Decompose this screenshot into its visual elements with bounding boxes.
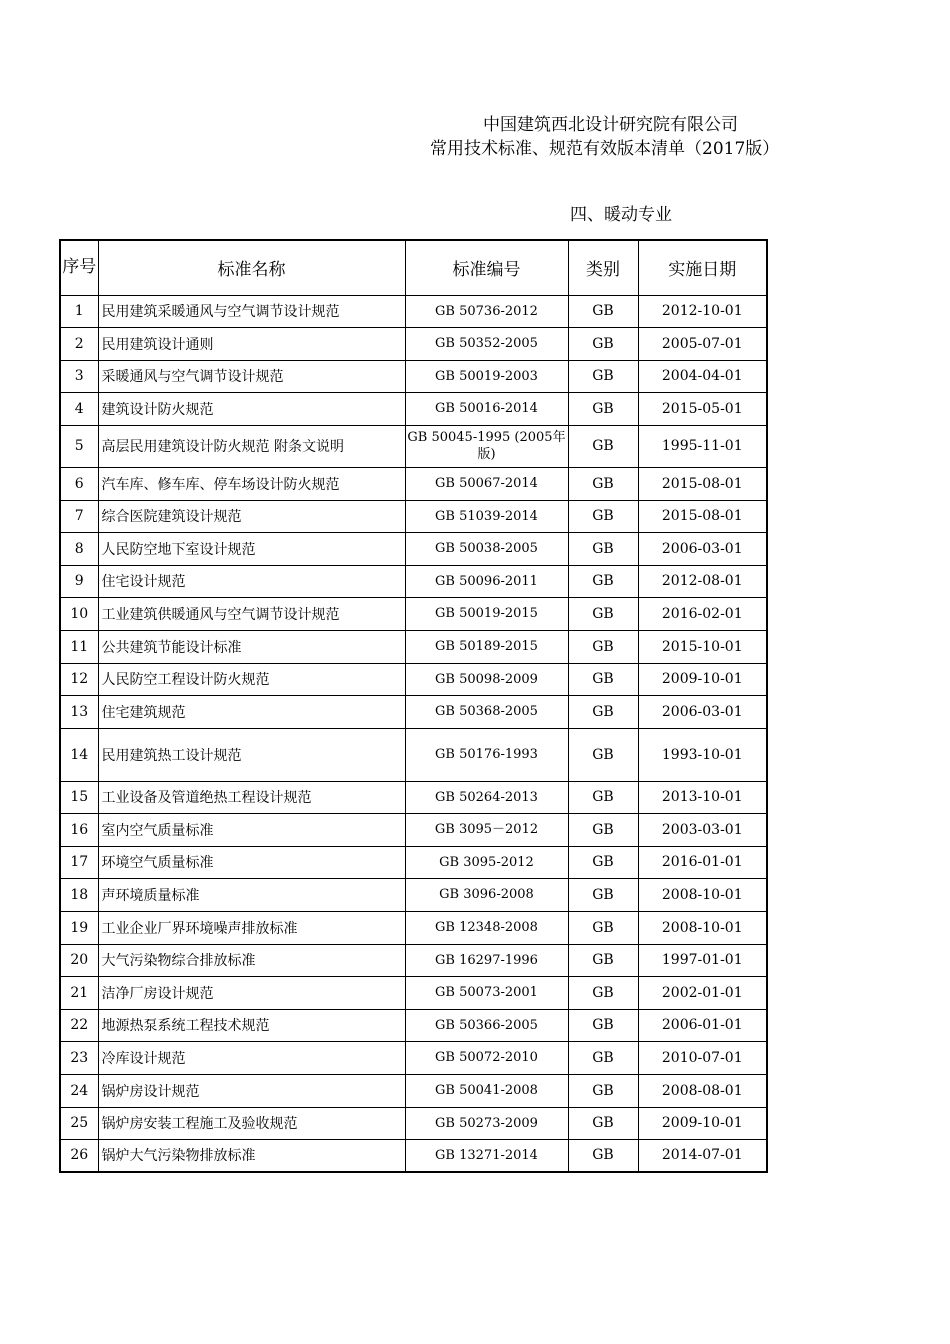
- cell-date: 2009-10-01: [638, 1107, 767, 1139]
- cell-name: 地源热泵系统工程技术规范: [98, 1009, 405, 1041]
- cell-code: GB 50264-2013: [405, 781, 568, 813]
- cell-category: GB: [568, 846, 638, 878]
- table-row: [60, 911, 767, 944]
- cell-category: GB: [568, 1009, 638, 1041]
- cell-name: 人民防空工程设计防火规范: [98, 663, 405, 695]
- cell-name: 环境空气质量标准: [98, 846, 405, 878]
- cell-name: 民用建筑热工设计规范: [98, 728, 405, 781]
- cell-code: GB 50273-2009: [405, 1107, 568, 1139]
- cell-code: GB 12348-2008: [405, 911, 568, 944]
- cell-seq: 15: [60, 781, 98, 813]
- cell-name: 工业企业厂界环境噪声排放标准: [98, 911, 405, 944]
- cell-category: GB: [568, 500, 638, 532]
- cell-code: GB 50096-2011: [405, 565, 568, 597]
- table-row: [60, 878, 767, 911]
- cell-seq: 21: [60, 976, 98, 1009]
- cell-name: 民用建筑采暖通风与空气调节设计规范: [98, 295, 405, 327]
- cell-seq: 24: [60, 1074, 98, 1107]
- cell-code: GB 51039-2014: [405, 500, 568, 532]
- cell-name: 民用建筑设计通则: [98, 327, 405, 360]
- cell-seq: 20: [60, 944, 98, 976]
- cell-code: GB 50189-2015: [405, 630, 568, 663]
- cell-name: 锅炉房设计规范: [98, 1074, 405, 1107]
- cell-category: GB: [568, 467, 638, 500]
- cell-name: 室内空气质量标准: [98, 813, 405, 846]
- cell-name: 工业设备及管道绝热工程设计规范: [98, 781, 405, 813]
- table-row: [60, 1041, 767, 1074]
- cell-date: 2008-08-01: [638, 1074, 767, 1107]
- cell-code: GB 50016-2014: [405, 392, 568, 425]
- cell-seq: 14: [60, 728, 98, 781]
- cell-date: 2016-02-01: [638, 597, 767, 630]
- table-row: [60, 467, 767, 500]
- cell-code: GB 50072-2010: [405, 1041, 568, 1074]
- cell-date: 1995-11-01: [638, 425, 767, 467]
- cell-code: GB 3096-2008: [405, 878, 568, 911]
- table-row: [60, 976, 767, 1009]
- cell-seq: 25: [60, 1107, 98, 1139]
- cell-seq: 12: [60, 663, 98, 695]
- cell-seq: 2: [60, 327, 98, 360]
- cell-date: 2014-07-01: [638, 1139, 767, 1172]
- cell-name: 人民防空地下室设计规范: [98, 532, 405, 565]
- cell-date: 2004-04-01: [638, 360, 767, 392]
- cell-category: GB: [568, 360, 638, 392]
- cell-category: GB: [568, 1107, 638, 1139]
- cell-category: GB: [568, 295, 638, 327]
- cell-category: GB: [568, 597, 638, 630]
- cell-date: 2006-01-01: [638, 1009, 767, 1041]
- cell-name: 锅炉房安装工程施工及验收规范: [98, 1107, 405, 1139]
- cell-date: 2008-10-01: [638, 911, 767, 944]
- cell-category: GB: [568, 728, 638, 781]
- cell-code: GB 3095－2012: [405, 813, 568, 846]
- cell-name: 冷库设计规范: [98, 1041, 405, 1074]
- cell-seq: 4: [60, 392, 98, 425]
- cell-code: GB 50366-2005: [405, 1009, 568, 1041]
- table-row: [60, 500, 767, 532]
- cell-category: GB: [568, 425, 638, 467]
- cell-seq: 23: [60, 1041, 98, 1074]
- cell-code: GB 50176-1993: [405, 728, 568, 781]
- table-row: [60, 813, 767, 846]
- cell-date: 2006-03-01: [638, 695, 767, 728]
- cell-seq: 9: [60, 565, 98, 597]
- cell-category: GB: [568, 1074, 638, 1107]
- cell-seq: 8: [60, 532, 98, 565]
- cell-name: 大气污染物综合排放标准: [98, 944, 405, 976]
- table-row: [60, 781, 767, 813]
- standards-table: [59, 239, 768, 1173]
- cell-name: 工业建筑供暖通风与空气调节设计规范: [98, 597, 405, 630]
- cell-seq: 7: [60, 500, 98, 532]
- cell-code: GB 50038-2005: [405, 532, 568, 565]
- cell-code: GB 50019-2015: [405, 597, 568, 630]
- cell-date: 2005-07-01: [638, 327, 767, 360]
- cell-code: GB 50368-2005: [405, 695, 568, 728]
- cell-name: 住宅设计规范: [98, 565, 405, 597]
- cell-date: 2010-07-01: [638, 1041, 767, 1074]
- cell-category: GB: [568, 565, 638, 597]
- table-row: [60, 597, 767, 630]
- cell-name: 汽车库、修车库、停车场设计防火规范: [98, 467, 405, 500]
- table-row: [60, 295, 767, 327]
- cell-category: GB: [568, 944, 638, 976]
- cell-date: 2012-08-01: [638, 565, 767, 597]
- cell-seq: 10: [60, 597, 98, 630]
- column-header-seq: 序号: [60, 240, 98, 295]
- cell-date: 2008-10-01: [638, 878, 767, 911]
- cell-date: 2012-10-01: [638, 295, 767, 327]
- section-heading: 四、暖动专业: [570, 205, 672, 225]
- cell-date: 1993-10-01: [638, 728, 767, 781]
- cell-category: GB: [568, 911, 638, 944]
- cell-date: 2006-03-01: [638, 532, 767, 565]
- table-row: [60, 630, 767, 663]
- cell-name: 采暖通风与空气调节设计规范: [98, 360, 405, 392]
- table-row: [60, 360, 767, 392]
- cell-seq: 1: [60, 295, 98, 327]
- cell-category: GB: [568, 327, 638, 360]
- cell-date: 2015-08-01: [638, 467, 767, 500]
- cell-name: 公共建筑节能设计标准: [98, 630, 405, 663]
- cell-date: 2013-10-01: [638, 781, 767, 813]
- cell-code: GB 50041-2008: [405, 1074, 568, 1107]
- cell-code: GB 50073-2001: [405, 976, 568, 1009]
- cell-date: 2003-03-01: [638, 813, 767, 846]
- cell-category: GB: [568, 813, 638, 846]
- cell-code: GB 50352-2005: [405, 327, 568, 360]
- cell-code: GB 3095-2012: [405, 846, 568, 878]
- column-header-category: 类别: [568, 240, 638, 295]
- cell-date: 2015-05-01: [638, 392, 767, 425]
- cell-category: GB: [568, 663, 638, 695]
- table-row: [60, 944, 767, 976]
- table-row: [60, 1107, 767, 1139]
- column-header-code: 标准编号: [405, 240, 568, 295]
- cell-date: 2002-01-01: [638, 976, 767, 1009]
- cell-category: GB: [568, 392, 638, 425]
- column-header-name: 标准名称: [98, 240, 405, 295]
- table-row: [60, 1074, 767, 1107]
- cell-category: GB: [568, 695, 638, 728]
- cell-code: GB 50045-1995 (2005年版): [405, 425, 568, 467]
- cell-seq: 17: [60, 846, 98, 878]
- table-row: [60, 392, 767, 425]
- cell-category: GB: [568, 976, 638, 1009]
- table-row: [60, 425, 767, 467]
- cell-seq: 18: [60, 878, 98, 911]
- cell-code: GB 50019-2003: [405, 360, 568, 392]
- cell-date: 2016-01-01: [638, 846, 767, 878]
- cell-name: 声环境质量标准: [98, 878, 405, 911]
- cell-name: 洁净厂房设计规范: [98, 976, 405, 1009]
- cell-seq: 3: [60, 360, 98, 392]
- table-row: [60, 532, 767, 565]
- cell-seq: 16: [60, 813, 98, 846]
- cell-code: GB 16297-1996: [405, 944, 568, 976]
- table-row: [60, 728, 767, 781]
- table-row: [60, 695, 767, 728]
- cell-category: GB: [568, 1041, 638, 1074]
- cell-seq: 13: [60, 695, 98, 728]
- cell-seq: 5: [60, 425, 98, 467]
- cell-code: GB 50067-2014: [405, 467, 568, 500]
- cell-name: 锅炉大气污染物排放标准: [98, 1139, 405, 1172]
- cell-date: 2015-10-01: [638, 630, 767, 663]
- cell-date: 2009-10-01: [638, 663, 767, 695]
- list-title: 常用技术标准、规范有效版本清单（2017版）: [430, 139, 780, 159]
- table-row: [60, 663, 767, 695]
- cell-seq: 11: [60, 630, 98, 663]
- cell-name: 住宅建筑规范: [98, 695, 405, 728]
- cell-category: GB: [568, 630, 638, 663]
- cell-category: GB: [568, 1139, 638, 1172]
- table-row: [60, 1139, 767, 1172]
- table-row: [60, 1009, 767, 1041]
- table-row: [60, 846, 767, 878]
- cell-category: GB: [568, 532, 638, 565]
- cell-category: GB: [568, 878, 638, 911]
- cell-name: 高层民用建筑设计防火规范 附条文说明: [98, 425, 405, 467]
- table-row: [60, 565, 767, 597]
- cell-code: GB 50736-2012: [405, 295, 568, 327]
- cell-code: GB 50098-2009: [405, 663, 568, 695]
- cell-seq: 22: [60, 1009, 98, 1041]
- cell-code: GB 13271-2014: [405, 1139, 568, 1172]
- cell-seq: 26: [60, 1139, 98, 1172]
- cell-seq: 6: [60, 467, 98, 500]
- cell-date: 1997-01-01: [638, 944, 767, 976]
- cell-name: 综合医院建筑设计规范: [98, 500, 405, 532]
- table-row: [60, 327, 767, 360]
- cell-name: 建筑设计防火规范: [98, 392, 405, 425]
- cell-category: GB: [568, 781, 638, 813]
- table-header-row: [60, 240, 767, 295]
- column-header-date: 实施日期: [638, 240, 767, 295]
- cell-date: 2015-08-01: [638, 500, 767, 532]
- company-title: 中国建筑西北设计研究院有限公司: [483, 115, 738, 135]
- cell-seq: 19: [60, 911, 98, 944]
